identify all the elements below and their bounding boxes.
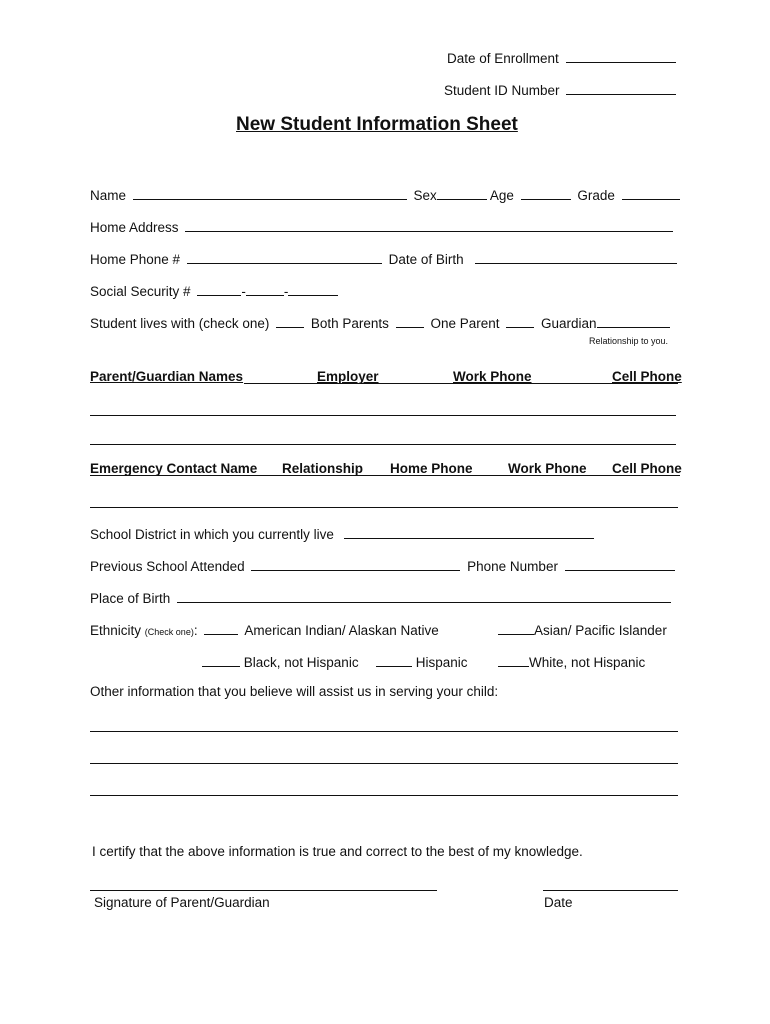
emergency-header-name: Emergency Contact Name — [90, 461, 258, 476]
parent-line-2[interactable] — [90, 444, 676, 445]
ethnicity-colon: : — [193, 623, 198, 638]
lives-with-row — [90, 313, 670, 331]
grade-field[interactable] — [622, 185, 680, 200]
ethnicity-row-2 — [202, 652, 359, 670]
student-id-field[interactable] — [566, 80, 676, 95]
previous-school-row — [90, 556, 678, 574]
parent-header-employer: Employer — [317, 369, 379, 384]
student-id-label: Student ID Number — [444, 83, 560, 98]
one-parent-label: One Parent — [430, 316, 500, 331]
home-address-row — [90, 217, 676, 235]
home-phone-field[interactable] — [187, 249, 382, 264]
guardian-relationship-field[interactable] — [597, 313, 670, 328]
white-checkbox[interactable] — [498, 652, 529, 667]
emergency-header-home-phone: Home Phone — [390, 461, 473, 476]
other-info-line-2[interactable] — [90, 763, 678, 764]
previous-school-phone-label: Phone Number — [467, 559, 558, 574]
emergency-line-1[interactable] — [90, 507, 678, 508]
both-parents-label: Both Parents — [310, 316, 389, 331]
guardian-label: Guardian — [541, 316, 597, 331]
ethnicity-check-note: (Check one) — [144, 627, 194, 637]
signature-line[interactable] — [90, 890, 437, 891]
social-security-label: Social Security # — [90, 284, 191, 299]
american-indian-checkbox[interactable] — [204, 620, 238, 635]
date-of-enrollment-label: Date of Enrollment — [447, 51, 559, 66]
parent-header-names: Parent/Guardian Names — [90, 369, 244, 384]
black-checkbox[interactable] — [202, 652, 240, 667]
previous-school-label: Previous School Attended — [90, 559, 245, 574]
guardian-checkbox[interactable] — [506, 313, 534, 328]
ssn-part2-field[interactable] — [246, 281, 284, 296]
other-info-line-1[interactable] — [90, 731, 678, 732]
other-info-line-3[interactable] — [90, 795, 678, 796]
name-row — [90, 185, 683, 203]
ethnicity-row-1 — [90, 620, 439, 638]
white-option — [498, 652, 645, 670]
ssn-separator-2: - — [283, 284, 289, 299]
page-title: New Student Information Sheet — [236, 114, 518, 135]
school-district-label: School District in which you currently live — [90, 527, 334, 542]
black-label: Black, not Hispanic — [243, 655, 359, 670]
home-phone-label: Home Phone # — [90, 252, 181, 267]
home-address-field[interactable] — [185, 217, 673, 232]
social-security-row — [90, 281, 338, 299]
hispanic-label: Hispanic — [415, 655, 468, 670]
one-parent-checkbox[interactable] — [396, 313, 424, 328]
asian-label: Asian/ Pacific Islander — [534, 623, 667, 638]
parent-line-1[interactable] — [90, 415, 676, 416]
hispanic-checkbox[interactable] — [376, 652, 412, 667]
signature-date-line[interactable] — [543, 890, 678, 891]
grade-label: Grade — [577, 188, 615, 203]
sex-label: Sex — [413, 188, 437, 203]
name-label: Name — [90, 188, 127, 203]
age-label: Age — [489, 188, 514, 203]
relationship-note: Relationship to you. — [589, 336, 669, 346]
parent-header-work-phone: Work Phone — [453, 369, 532, 384]
emergency-header-relationship: Relationship — [282, 461, 364, 476]
sex-field[interactable] — [437, 185, 487, 200]
white-label: White, not Hispanic — [529, 655, 646, 670]
ssn-part1-field[interactable] — [197, 281, 241, 296]
name-field[interactable] — [133, 185, 407, 200]
asian-checkbox[interactable] — [498, 620, 534, 635]
place-of-birth-field[interactable] — [177, 588, 671, 603]
lives-with-label: Student lives with (check one) — [90, 316, 270, 331]
home-address-label: Home Address — [90, 220, 179, 235]
both-parents-checkbox[interactable] — [276, 313, 304, 328]
date-of-enrollment-row — [447, 48, 679, 66]
parent-header-cell-phone: Cell Phone — [612, 369, 682, 384]
date-of-enrollment-field[interactable] — [566, 48, 676, 63]
hispanic-option — [376, 652, 468, 670]
previous-school-phone-field[interactable] — [565, 556, 675, 571]
american-indian-label: American Indian/ Alaskan Native — [244, 623, 439, 638]
dob-label: Date of Birth — [388, 252, 464, 267]
emergency-header-cell-phone: Cell Phone — [612, 461, 682, 476]
school-district-field[interactable] — [344, 524, 594, 539]
student-id-row — [444, 80, 679, 98]
school-district-row — [90, 524, 597, 542]
place-of-birth-label: Place of Birth — [90, 591, 171, 606]
asian-option — [498, 620, 667, 638]
signature-date-label: Date — [544, 895, 573, 910]
place-of-birth-row — [90, 588, 674, 606]
other-info-label: Other information that you believe will assist us in serving your child: — [90, 684, 499, 699]
ssn-part3-field[interactable] — [288, 281, 338, 296]
previous-school-field[interactable] — [251, 556, 460, 571]
emergency-header-work-phone: Work Phone — [508, 461, 587, 476]
signature-label: Signature of Parent/Guardian — [94, 895, 270, 910]
home-phone-row — [90, 249, 680, 267]
dob-field[interactable] — [475, 249, 677, 264]
age-field[interactable] — [521, 185, 571, 200]
ssn-separator-1: - — [241, 284, 246, 299]
certify-text: I certify that the above information is true and correct to the best of my knowledge. — [92, 844, 583, 859]
ethnicity-label: Ethnicity — [90, 623, 142, 638]
